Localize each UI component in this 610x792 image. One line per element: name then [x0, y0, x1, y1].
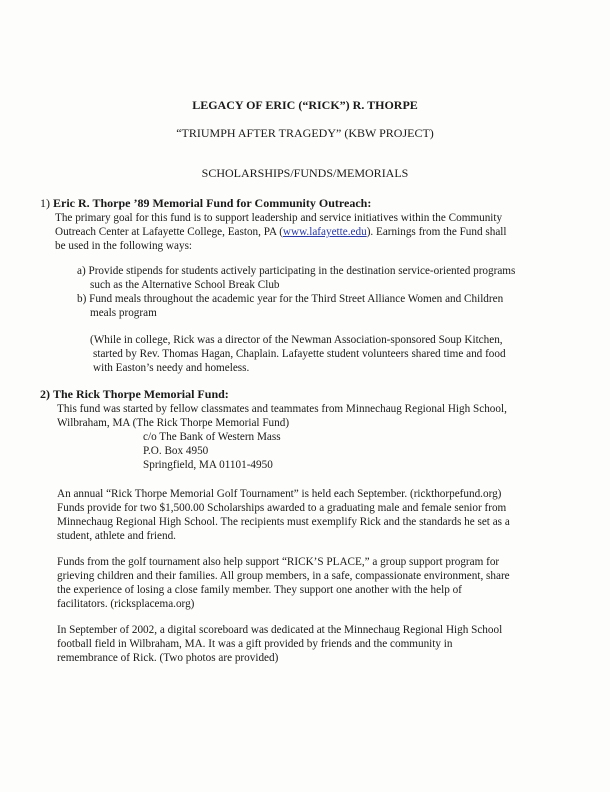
- ricks-place-line1: Funds from the golf tournament also help support “RICK’S PLACE,” a group support program for: [57, 556, 500, 568]
- lafayette-link[interactable]: www.lafayette.edu: [282, 226, 367, 238]
- section2-number: 2): [40, 387, 50, 401]
- scoreboard-line3: remembrance of Rick. (Two photos are provided): [57, 652, 279, 664]
- item-a-line2: such as the Alternative School Break Club: [90, 279, 280, 291]
- ricks-place-line4: facilitators. (ricksplacema.org): [57, 598, 195, 610]
- section2-heading: [40, 387, 229, 401]
- section1-line2-before: Outreach Center at Lafayette College, Easton, PA (: [55, 226, 283, 238]
- item-b-line1: b) Fund meals throughout the academic year for the Third Street Alliance Women and Children: [77, 293, 504, 305]
- section2-title: The Rick Thorpe Memorial Fund:: [53, 387, 229, 401]
- note-line1: (While in college, Rick was a director of the Newman Association-sponsored Soup Kitchen,: [90, 334, 503, 346]
- document-title: LEGACY OF ERIC (“RICK”) R. THORPE: [192, 98, 418, 112]
- note-line3: with Easton’s needy and homeless.: [93, 362, 250, 374]
- scoreboard-line2: football field in Wilbraham, MA. It was a gift provided by friends and the community in: [57, 638, 453, 650]
- address-line2: P.O. Box 4950: [143, 445, 209, 457]
- address-line3: Springfield, MA 01101-4950: [143, 459, 273, 471]
- section1-line3: be used in the following ways:: [55, 240, 193, 252]
- ricks-place-line3: the experience of losing a close family member. They support one another with the help of: [57, 584, 462, 596]
- address-line1: c/o The Bank of Western Mass: [143, 431, 281, 443]
- section1-title: Eric R. Thorpe ’89 Memorial Fund for Community Outreach:: [53, 196, 372, 210]
- golf-paragraph-line3: Minnechaug Regional High School. The recipients must exemplify Rick and the standards he set as a: [57, 516, 510, 528]
- section1-line1: The primary goal for this fund is to support leadership and service initiatives within the Community: [55, 212, 503, 224]
- section2-line1: This fund was started by fellow classmates and teammates from Minnechaug Regional High School,: [57, 403, 507, 415]
- section1-line2: [55, 225, 507, 239]
- section1-heading: [40, 196, 371, 210]
- ricks-place-line2: grieving children and their families. All group members, in a safe, compassionate environment, share: [57, 570, 510, 582]
- note-line2: started by Rev. Thomas Hagan, Chaplain. Lafayette student volunteers shared time and food: [93, 348, 506, 360]
- section1-number: 1): [40, 196, 50, 210]
- section2-line2: Wilbraham, MA (The Rick Thorpe Memorial Fund): [57, 417, 290, 429]
- item-a-line1: a) Provide stipends for students actively participating in the destination service-oriented programs: [77, 265, 516, 277]
- golf-paragraph-line4: student, athlete and friend.: [57, 530, 176, 542]
- section1-line2-after: ). Earnings from the Fund shall: [366, 226, 507, 238]
- golf-paragraph-line2: Funds provide for two $1,500.00 Scholarships awarded to a graduating male and female senior from: [57, 502, 507, 514]
- document-subtitle: “TRIUMPH AFTER TRAGEDY” (KBW PROJECT): [176, 126, 434, 140]
- item-b-line2: meals program: [90, 307, 157, 319]
- golf-paragraph-line1: An annual “Rick Thorpe Memorial Golf Tournament” is held each September. (rickthorpefund.org): [57, 488, 502, 500]
- section-header: SCHOLARSHIPS/FUNDS/MEMORIALS: [201, 166, 409, 180]
- scoreboard-line1: In September of 2002, a digital scoreboard was dedicated at the Minnechaug Regional High School: [57, 624, 503, 636]
